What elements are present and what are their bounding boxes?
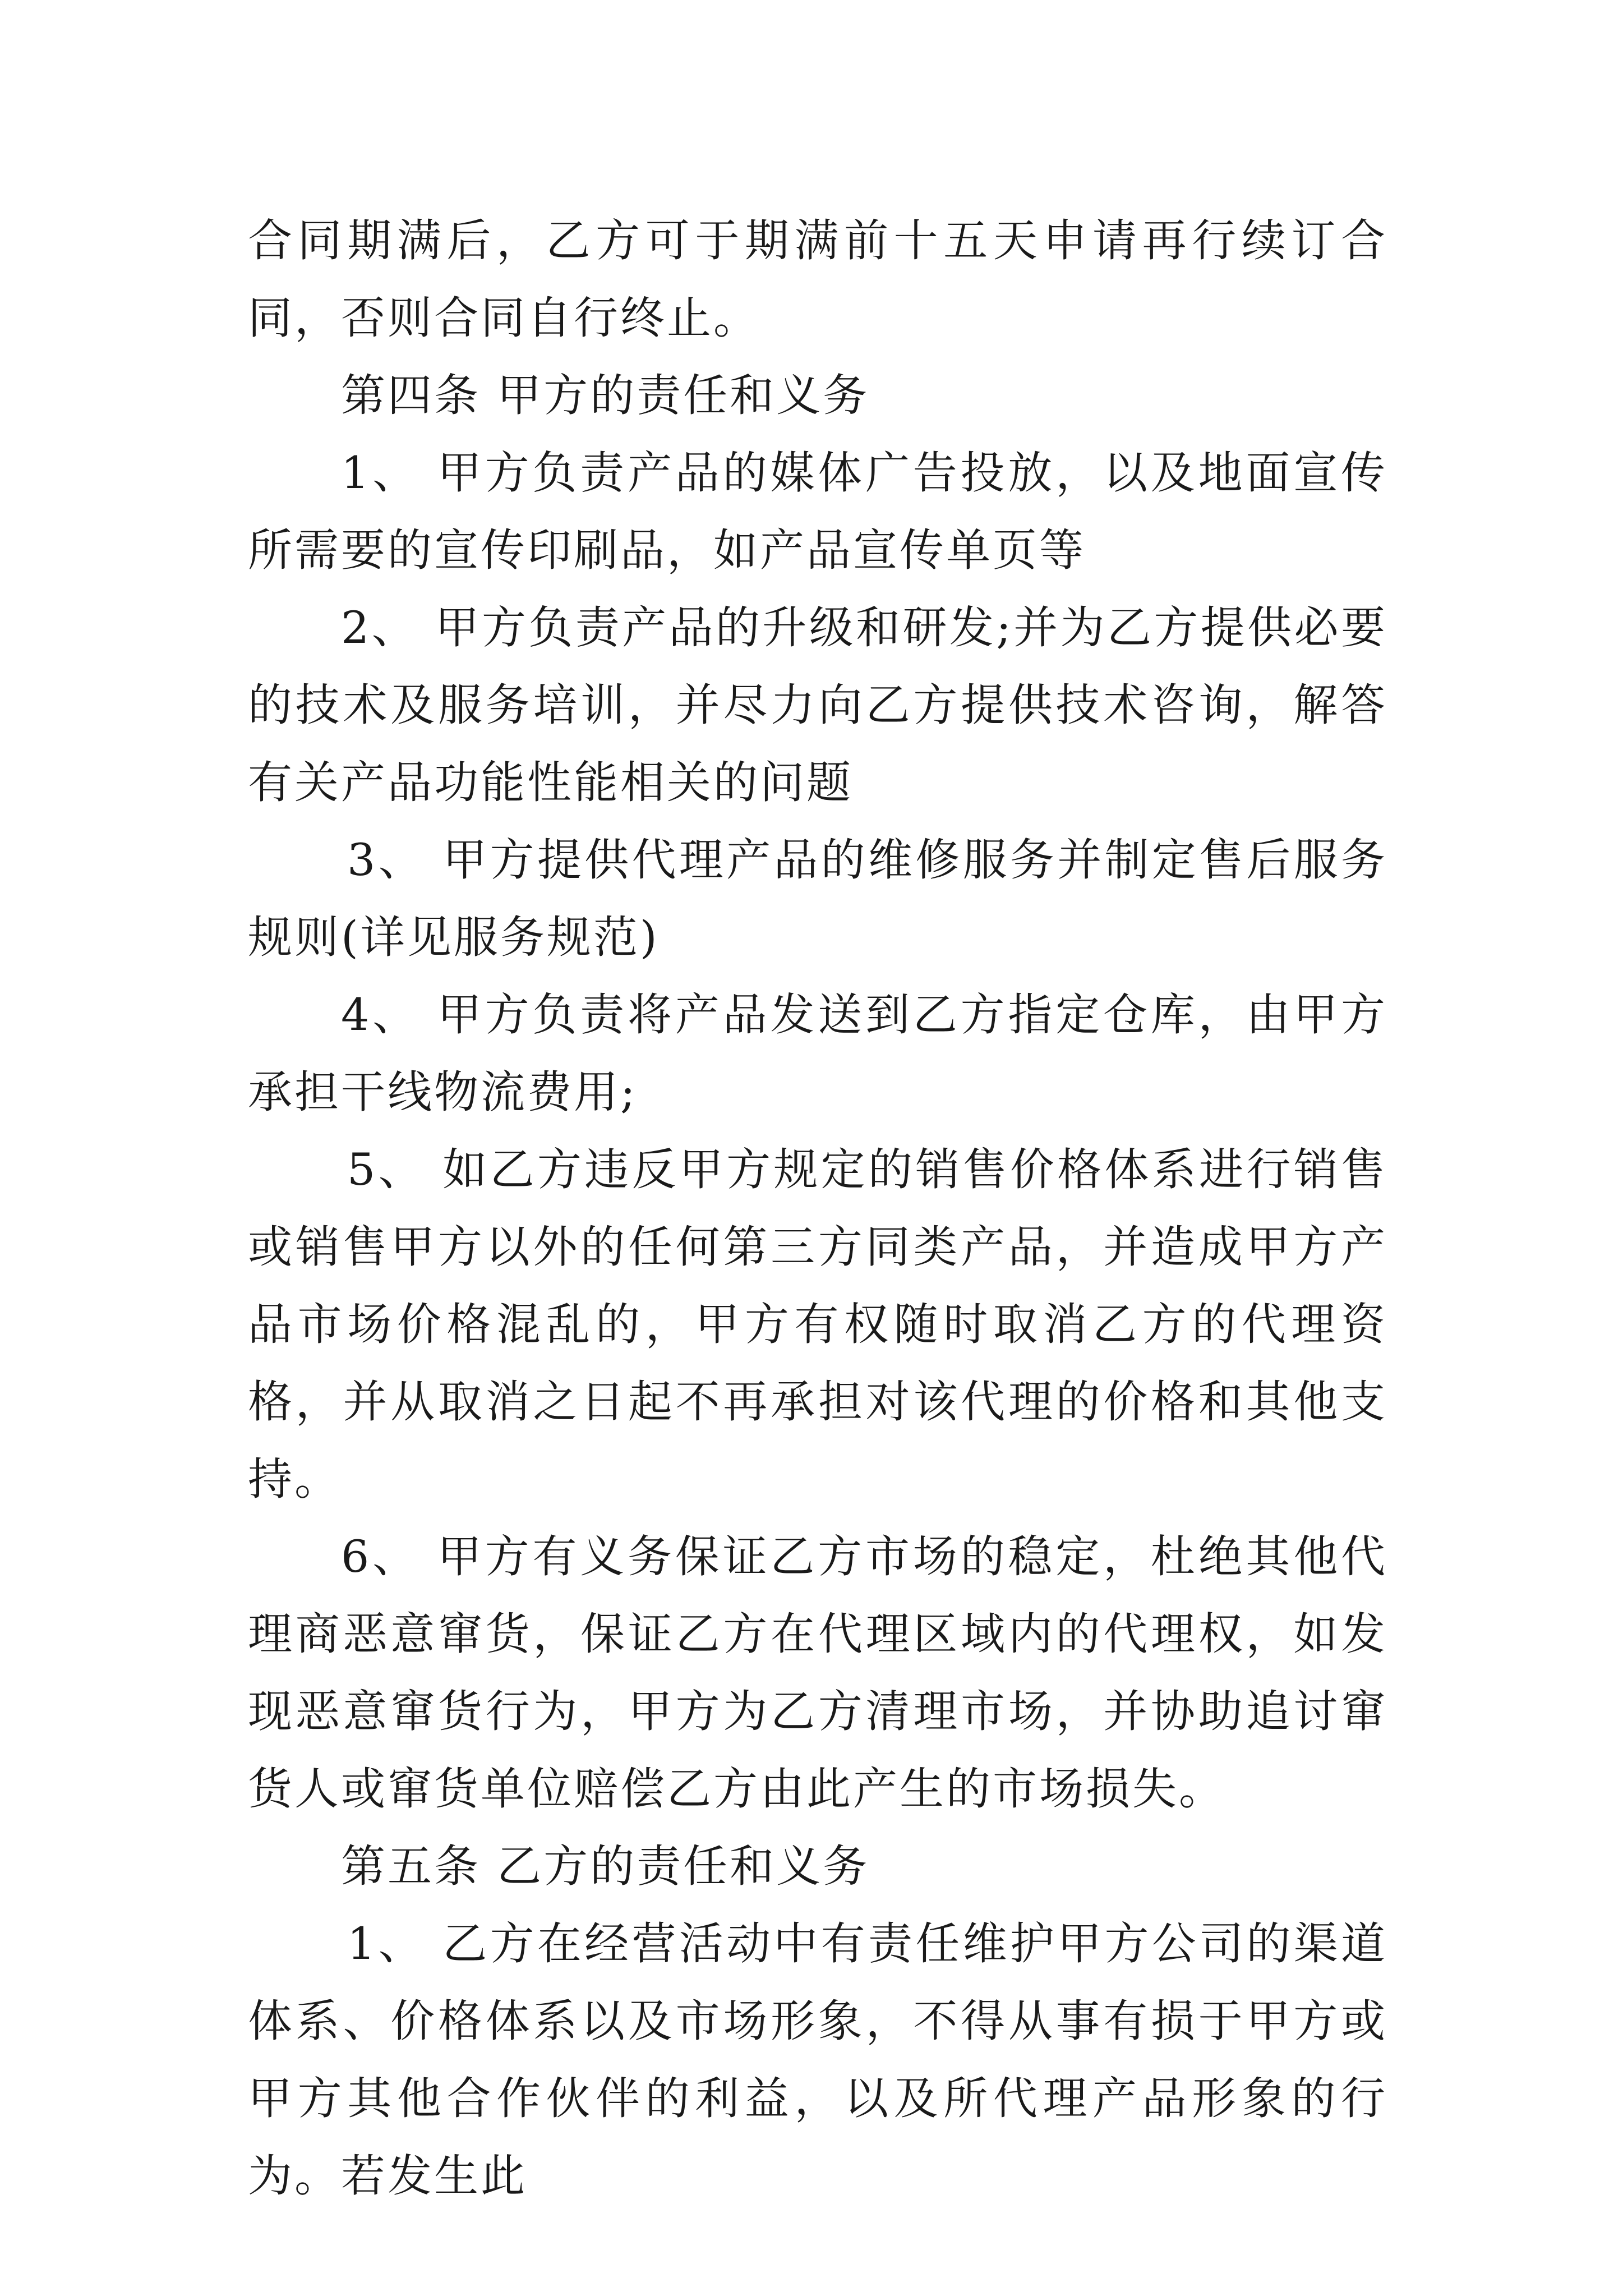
article-4-item-1: 1、 甲方负责产品的媒体广告投放，以及地面宣传所需要的宣传印刷品，如产品宣传单页等 [248, 447, 1387, 576]
article-4-item-3: 3、 甲方提供代理产品的维修服务并制定售后服务规则(详见服务规范) [248, 834, 1387, 963]
article-5-heading: 第五条 乙方的责任和义务 [341, 1841, 870, 1892]
article-4-item-6: 6、 甲方有义务保证乙方市场的稳定，杜绝其他代理商恶意窜货，保证乙方在代理区域内的代理权，如发现恶意窜货行为，甲方为乙方清理市场，并协助追讨窜货人或窜货单位赔偿乙方由此产生的市场损失。 [248, 1531, 1387, 1815]
article-4-item-5: 5、 如乙方违反甲方规定的销售价格体系进行销售或销售甲方以外的任何第三方同类产品，并造成甲方产品市场价格混乱的，甲方有权随时取消乙方的代理资格，并从取消之日起不再承担对该代理的价格和其他支持。 [248, 1144, 1387, 1505]
article-4-heading: 第四条 甲方的责任和义务 [341, 370, 870, 421]
document-body [248, 202, 1387, 2215]
article-4-item-2: 2、 甲方负责产品的升级和研发;并为乙方提供必要的技术及服务培训，并尽力向乙方提供技术咨询，解答有关产品功能性能相关的问题 [248, 602, 1387, 808]
article-4-item-4: 4、 甲方负责将产品发送到乙方指定仓库，由甲方承担干线物流费用; [248, 989, 1387, 1118]
paragraph-contract-renewal: 合同期满后，乙方可于期满前十五天申请再行续订合同，否则合同自行终止。 [248, 215, 1387, 344]
article-5-item-1: 1、 乙方在经营活动中有责任维护甲方公司的渠道体系、价格体系以及市场形象，不得从事有损于甲方或甲方其他合作伙伴的利益，以及所代理产品形象的行为。若发生此 [248, 1918, 1387, 2202]
